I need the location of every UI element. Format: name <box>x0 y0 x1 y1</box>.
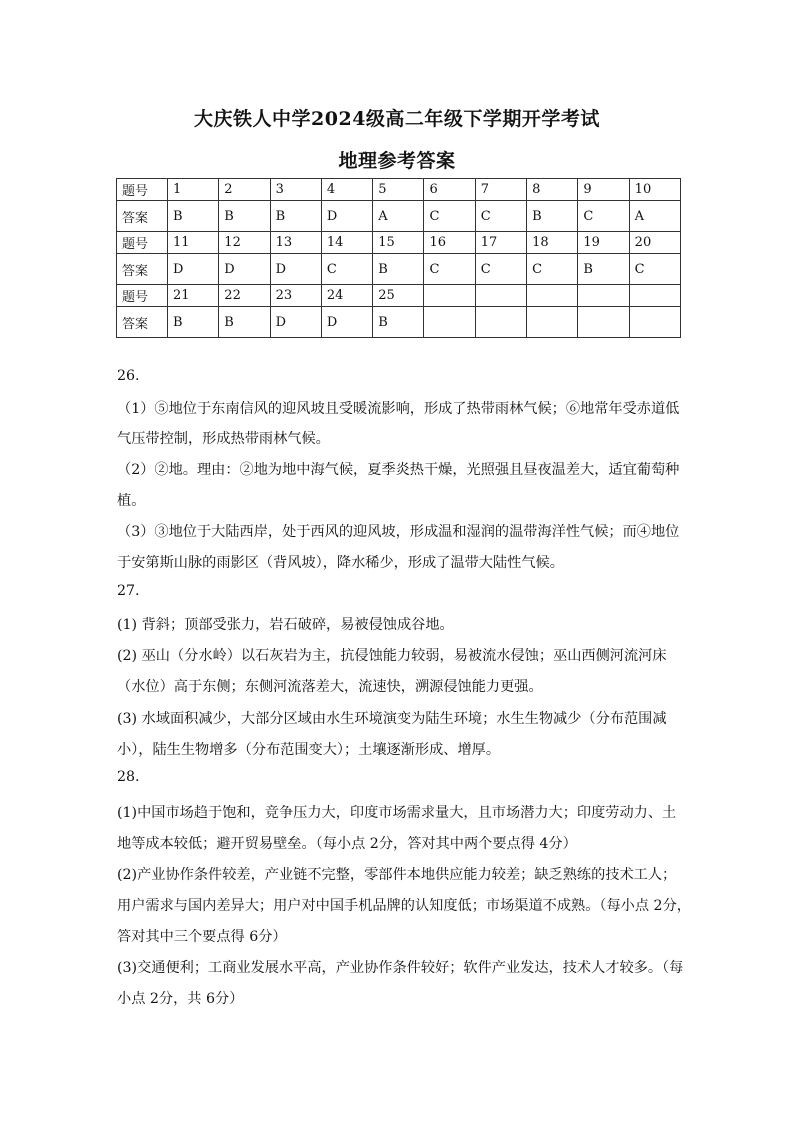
question-number-row <box>117 232 681 254</box>
table-cell: C <box>475 254 526 285</box>
table-cell: 9 <box>578 179 629 201</box>
table-cell: D <box>321 307 372 338</box>
answer-line: 答对其中三个要点得 6分） <box>117 929 287 945</box>
answer-line: 小），陆生生物增多（分布范围变大）；土壤逐渐形成、增厚。 <box>117 742 501 758</box>
answer-line: (3)交通便利；工商业发展水平高，产业协作条件较好；软件产业发达，技术人才较多。（每 <box>117 960 684 976</box>
table-cell: 11 <box>168 232 219 254</box>
table-cell: 19 <box>578 232 629 254</box>
row-header-cell: 题号 <box>117 232 168 254</box>
table-cell: B <box>219 201 270 232</box>
answer-line: (2) 巫山（分水岭）以石灰岩为主，抗侵蚀能力较弱，易被流水侵蚀；巫山西侧河流河床 <box>117 648 667 664</box>
table-cell: C <box>629 254 680 285</box>
table-cell: 15 <box>373 232 424 254</box>
table-cell <box>475 307 526 338</box>
table-cell: 25 <box>373 285 424 307</box>
table-cell: B <box>168 307 219 338</box>
answer-row <box>117 201 681 232</box>
table-cell: C <box>578 201 629 232</box>
table-cell <box>629 285 680 307</box>
table-cell: 23 <box>270 285 321 307</box>
table-cell <box>578 307 629 338</box>
answer-line: （2）②地。理由：②地为地中海气候，夏季炎热干燥，光照强且昼夜温差大，适宜葡萄种 <box>117 462 680 478</box>
table-cell <box>424 307 475 338</box>
table-cell <box>475 285 526 307</box>
table-cell: B <box>168 201 219 232</box>
question-number-row <box>117 179 681 201</box>
table-cell: 22 <box>219 285 270 307</box>
table-cell <box>578 285 629 307</box>
answer-line: (1) 背斜；顶部受张力，岩石破碎，易被侵蚀成谷地。 <box>117 617 454 633</box>
table-cell: B <box>270 201 321 232</box>
table-cell <box>527 285 578 307</box>
table-cell: B <box>578 254 629 285</box>
answer-row <box>117 307 681 338</box>
table-cell: D <box>321 201 372 232</box>
table-cell <box>424 285 475 307</box>
answer-line: (3) 水域面积减少，大部分区域由水生环境演变为陆生环境；水生生物减少（分布范围减 <box>117 711 667 727</box>
table-cell: A <box>373 201 424 232</box>
table-cell: D <box>270 254 321 285</box>
table-cell: 18 <box>527 232 578 254</box>
table-cell: 24 <box>321 285 372 307</box>
table-cell: A <box>629 201 680 232</box>
question-heading: 26. <box>117 368 140 384</box>
table-cell: 2 <box>219 179 270 201</box>
table-cell: 14 <box>321 232 372 254</box>
answer-key-title: 地理参考答案 <box>338 150 456 172</box>
row-header-cell: 题号 <box>117 179 168 201</box>
table-cell: C <box>424 201 475 232</box>
row-header-cell: 答案 <box>117 307 168 338</box>
table-cell: C <box>321 254 372 285</box>
table-cell: C <box>424 254 475 285</box>
table-cell: 12 <box>219 232 270 254</box>
answer-line: (1)中国市场趋于饱和，竞争压力大，印度市场需求量大，且市场潜力大；印度劳动力、土 <box>117 805 677 821</box>
table-cell: 17 <box>475 232 526 254</box>
table-cell: 4 <box>321 179 372 201</box>
table-cell <box>629 307 680 338</box>
answer-table <box>116 178 681 338</box>
table-cell: 6 <box>424 179 475 201</box>
row-header-cell: 答案 <box>117 201 168 232</box>
table-cell: D <box>270 307 321 338</box>
answer-line: 地等成本较低；避开贸易壁垒。（每小点 2分，答对其中两个要点得 4分） <box>117 836 577 852</box>
answer-line: 气压带控制，形成热带雨林气候。 <box>117 431 330 447</box>
table-cell: 13 <box>270 232 321 254</box>
table-cell: B <box>219 307 270 338</box>
table-cell: 8 <box>527 179 578 201</box>
table-cell: B <box>373 254 424 285</box>
row-header-cell: 题号 <box>117 285 168 307</box>
table-cell: B <box>527 201 578 232</box>
answer-line: 植。 <box>117 493 146 509</box>
answer-line: 于安第斯山脉的雨影区（背风坡），降水稀少，形成了温带大陆性气候。 <box>117 555 564 571</box>
answer-line: 用户需求与国内差异大；用户对中国手机品牌的认知度低；市场渠道不成熟。（每小点 2分， <box>117 898 691 914</box>
table-cell: 5 <box>373 179 424 201</box>
table-cell: D <box>219 254 270 285</box>
table-cell: 20 <box>629 232 680 254</box>
table-cell: 10 <box>629 179 680 201</box>
question-number-row <box>117 285 681 307</box>
table-cell: 3 <box>270 179 321 201</box>
answer-row <box>117 254 681 285</box>
table-cell: C <box>475 201 526 232</box>
table-cell: 21 <box>168 285 219 307</box>
table-cell: C <box>527 254 578 285</box>
table-cell: B <box>373 307 424 338</box>
answer-line: （3）③地位于大陆西岸，处于西风的迎风坡，形成温和湿润的温带海洋性气候；而④地位 <box>117 524 680 540</box>
table-cell: 1 <box>168 179 219 201</box>
question-heading: 27. <box>117 583 140 599</box>
question-heading: 28. <box>117 769 140 785</box>
exam-title: 大庆铁人中学2024级高二年级下学期开学考试 <box>194 108 600 130</box>
table-cell: 7 <box>475 179 526 201</box>
answer-line: （水位）高于东侧；东侧河流落差大，流速快，溯源侵蚀能力更强。 <box>117 679 543 695</box>
table-cell <box>527 307 578 338</box>
table-cell: D <box>168 254 219 285</box>
table-cell: 16 <box>424 232 475 254</box>
row-header-cell: 答案 <box>117 254 168 285</box>
answer-line: (2)产业协作条件较差，产业链不完整，零部件本地供应能力较差；缺乏熟练的技术工人； <box>117 867 677 883</box>
answer-line: （1）⑤地位于东南信风的迎风坡且受暖流影响，形成了热带雨林气候；⑥地常年受赤道低 <box>117 401 680 417</box>
answer-line: 小点 2分，共 6分） <box>117 991 244 1007</box>
